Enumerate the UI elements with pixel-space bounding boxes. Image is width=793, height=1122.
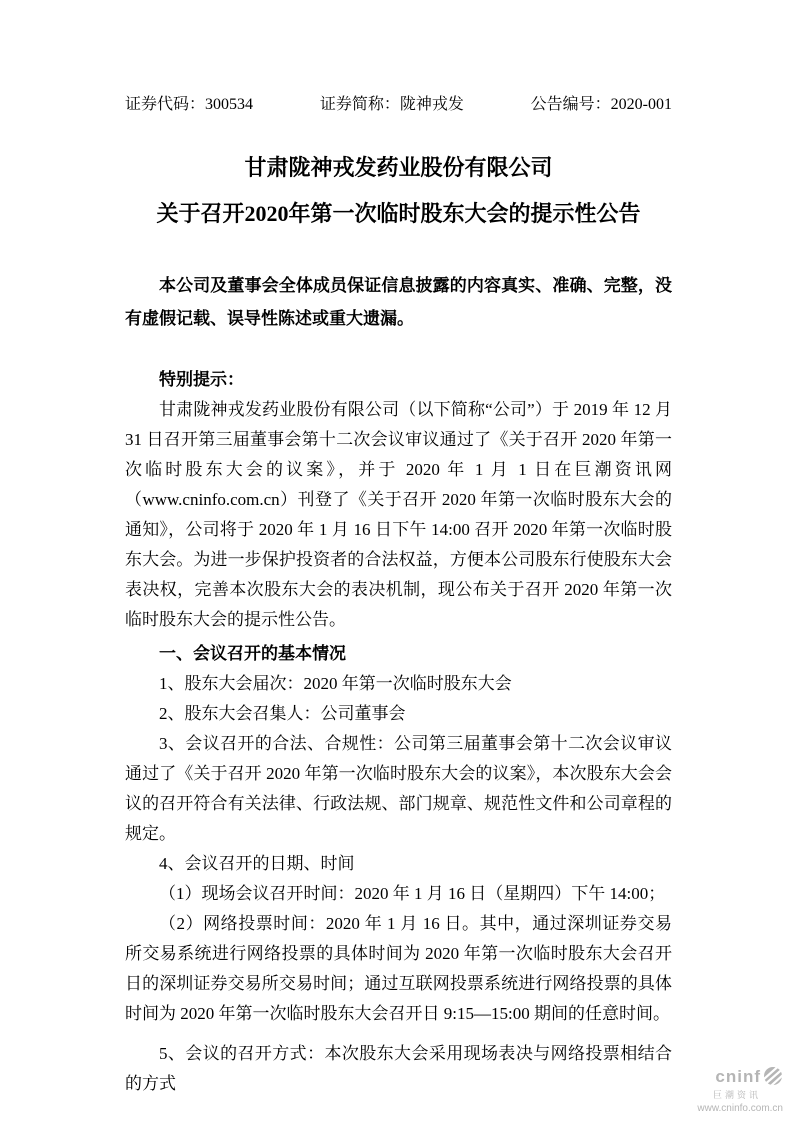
cninfo-brand-name: 巨潮资讯 (712, 1090, 761, 1101)
cninfo-logo-text: cninf (715, 1067, 761, 1087)
cninfo-watermark (697, 1066, 783, 1114)
doc-header (125, 95, 672, 115)
meeting-method-item: 5、会议的召开方式：本次股东大会采用现场表决与网络投票相结合的方式 (125, 1044, 672, 1093)
announcement-number-label: 公告编号：2020-001 (530, 96, 672, 113)
meeting-session-item: 1、股东大会届次：2020 年第一次临时股东大会 (159, 674, 512, 693)
announcement-title: 关于召开2020年第一次临时股东大会的提示性公告 (156, 201, 641, 226)
cninfo-url: www.cninfo.com.cn (697, 1103, 783, 1114)
onsite-meeting-time-item: （1）现场会议召开时间：2020 年 1 月 16 日（星期四）下午 14:00； (159, 884, 666, 903)
meeting-datetime-item: 4、会议召开的日期、时间 (159, 854, 355, 873)
company-title: 甘肃陇神戎发药业股份有限公司 (244, 155, 553, 180)
stock-name-label: 证券简称：陇神戎发 (319, 96, 464, 113)
meeting-legality-item: 3、会议召开的合法、合规性：公司第三届董事会第十二次会议审议通过了《关于召开 2020 年第一次临时股东大会的议案》，本次股东大会会议的召开符合有关法律、行政法规、部门规章、规范性文件和公司章程的规定。 (125, 734, 672, 843)
disclaimer-paragraph: 本公司及董事会全体成员保证信息披露的内容真实、准确、完整，没有虚假记载、误导性陈述或重大遗漏。 (125, 276, 672, 328)
cninfo-logo-icon (763, 1066, 783, 1091)
online-voting-time-item: （2）网络投票时间：2020 年 1 月 16 日。其中，通过深圳证券交易所交易系统进行网络投票的具体时间为 2020 年第一次临时股东大会召开日的深圳证券交易所交易时间；通过互联网投票系统进行网络投票的具体时间为 2020 年第一次临时股东大会召开日 9:15—15:00 期间的任意时间。 (125, 914, 672, 1023)
intro-paragraph: 甘肃陇神戎发药业股份有限公司（以下简称“公司”）于 2019 年 12 月 31 日召开第三届董事会第十二次会议审议通过了《关于召开 2020 年第一次临时股东大会的议案》，并于 2020 年 1 月 1 日在巨潮资讯网（www.cninfo.com.cn）刊登了《关于召开 2020 年第一次临时股东大会的通知》，公司将于 2020 年 1 月 16 日下午 14:00 召开 2020 年第一次临时股东大会。为进一步保护投资者的合法权益，方便本公司股东行使股东大会表决权，完善本次股东大会的表决机制，现公布关于召开 2020 年第一次临时股东大会的提示性公告。 (125, 400, 672, 629)
section1-heading: 一、会议召开的基本情况 (159, 644, 346, 663)
meeting-convener-item: 2、股东大会召集人：公司董事会 (159, 704, 406, 723)
cninfo-logo-row (697, 1066, 783, 1091)
page-content (125, 0, 672, 1099)
stock-code-label: 证券代码：300534 (125, 96, 254, 113)
special-note-heading: 特别提示： (159, 370, 244, 389)
